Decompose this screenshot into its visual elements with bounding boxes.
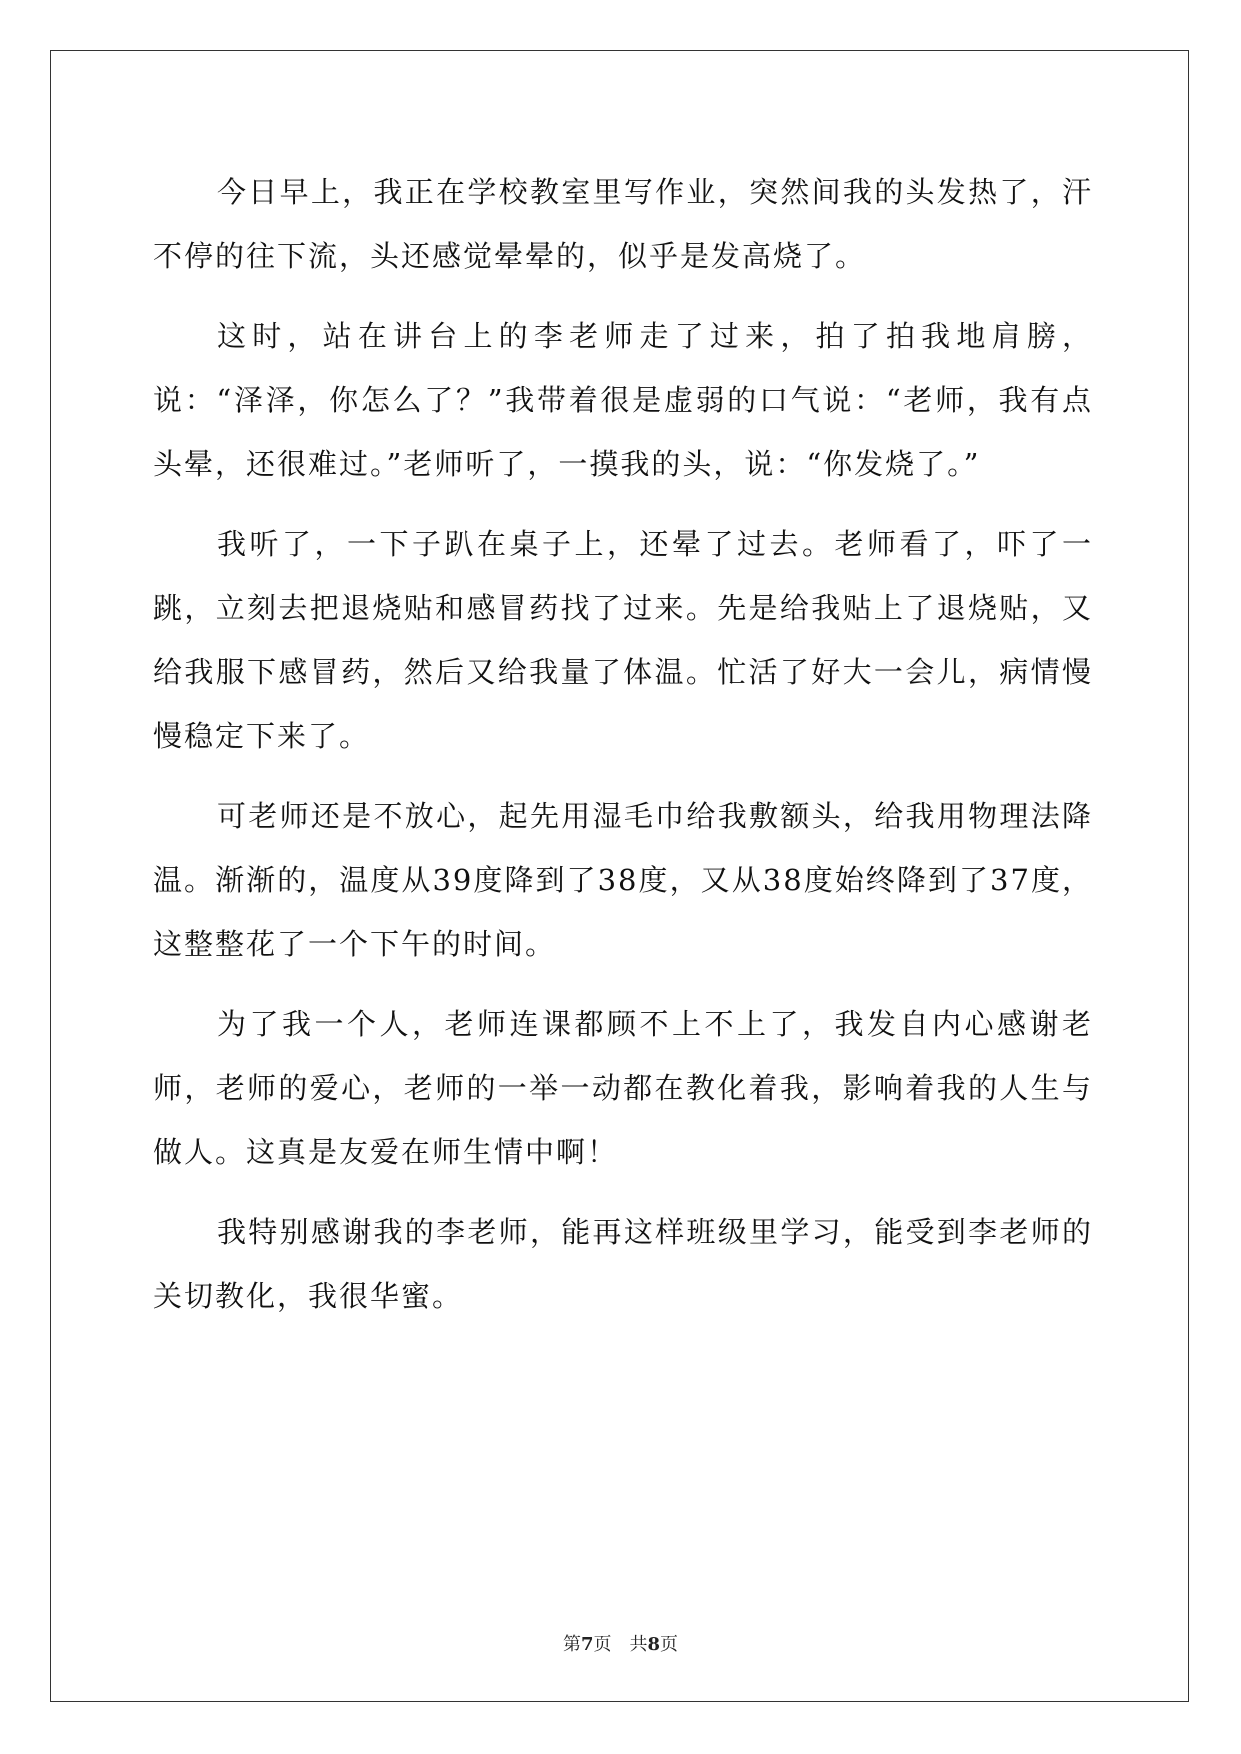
paragraph-5: 为了我一个人，老师连课都顾不上不上了，我发自内心感谢老师，老师的爱心，老师的一举一动都在教化着我，影响着我的人生与做人。这真是友爱在师生情中啊！ (153, 1007, 1093, 1169)
paragraph-1: 今日早上，我正在学校教室里写作业，突然间我的头发热了，汗不停的往下流，头还感觉晕晕的，似乎是发高烧了。 (153, 175, 1093, 273)
paragraph-6: 我特别感谢我的李老师，能再这样班级里学习，能受到李老师的关切教化，我很华蜜。 (153, 1215, 1093, 1313)
current-page-number: 7 (580, 1634, 594, 1655)
paragraph-4: 可老师还是不放心，起先用湿毛巾给我敷额头，给我用物理法降温。渐渐的，温度从39度降到了38度，又从38度始终降到了37度，这整整花了一个下午的时间。 (153, 799, 1093, 961)
footer-middle: 页 共 (593, 1634, 648, 1655)
paragraph-3: 我听了，一下子趴在桌子上，还晕了过去。老师看了，吓了一跳，立刻去把退烧贴和感冒药找了过来。先是给我贴上了退烧贴，又给我服下感冒药，然后又给我量了体温。忙活了好大一会儿，病情慢慢稳定下来了。 (153, 527, 1093, 753)
total-pages-number: 8 (647, 1634, 661, 1655)
document-body (153, 160, 1093, 1344)
page-footer (0, 1633, 1241, 1657)
paragraph-2: 这时，站在讲台上的李老师走了过来，拍了拍我地肩膀，说：“泽泽，你怎么了？”我带着很是虚弱的口气说：“老师，我有点头晕，还很难过。”老师听了，一摸我的头，说：“你发烧了。” (153, 319, 1093, 481)
footer-suffix: 页 (660, 1634, 679, 1655)
footer-prefix: 第 (562, 1634, 581, 1655)
